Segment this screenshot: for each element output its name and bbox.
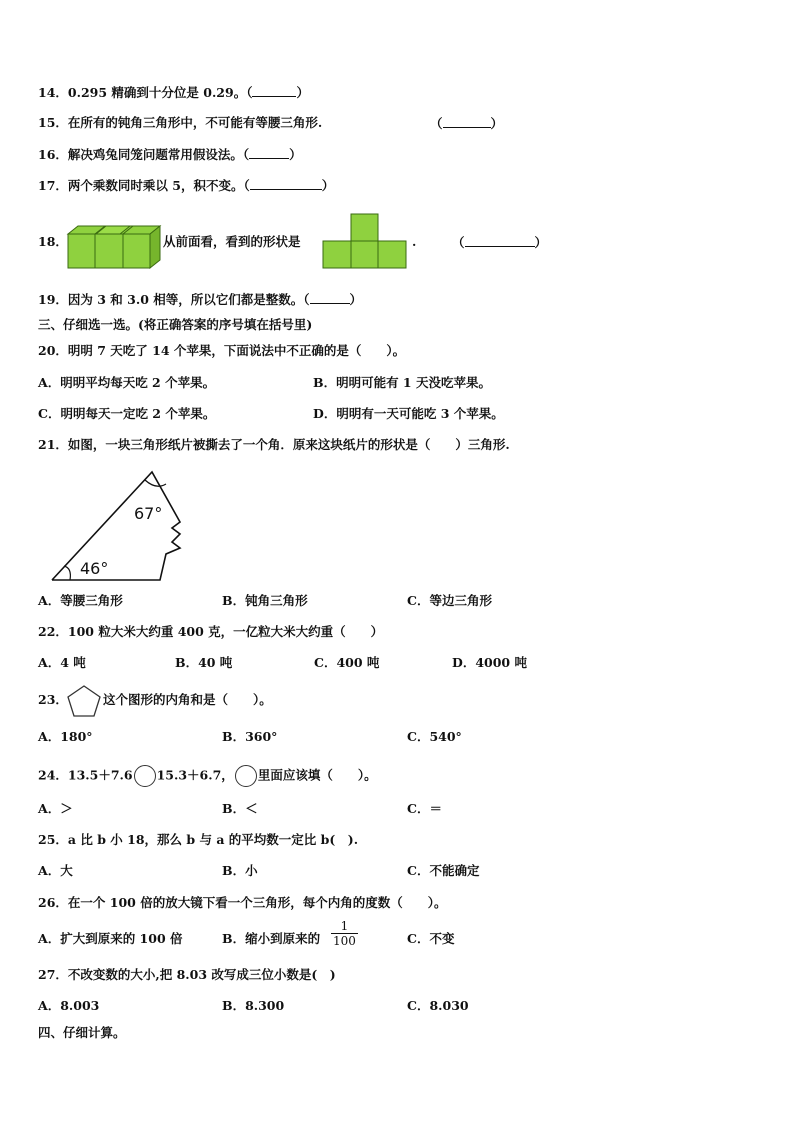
angle-arc-top — [145, 480, 166, 486]
q25-option-b[interactable]: B．小 — [222, 863, 258, 878]
question-17 — [38, 177, 334, 194]
section-3-heading: 三、仔细选一选。(将正确答案的序号填在括号里) — [38, 317, 313, 332]
triangle-outline — [52, 472, 180, 580]
q15-answer-blank[interactable] — [443, 115, 491, 128]
q18-text: 从前面看，看到的形状是 — [163, 234, 301, 249]
q24-number: 24． — [38, 767, 68, 783]
pentagon-icon — [66, 684, 102, 718]
q23-option-b[interactable]: B．360° — [222, 729, 278, 744]
q26-option-a[interactable]: A．扩大到原来的 100 倍 — [38, 931, 183, 946]
q26-fraction — [331, 919, 358, 948]
q15-text: 在所有的钝角三角形中，不可能有等腰三角形. — [67, 115, 323, 130]
question-16 — [38, 146, 302, 163]
q19-number: 19． — [38, 292, 68, 307]
cube-front-2 — [95, 234, 123, 268]
q24-option-a[interactable]: A．＞ — [38, 801, 73, 816]
fraction-denominator: 100 — [333, 934, 356, 948]
q26-stem: 26．在一个 100 倍的放大镜下看一个三角形，每个内角的度数（ ）。 — [38, 895, 447, 910]
question-19 — [38, 291, 362, 308]
q14-close: ） — [296, 85, 309, 100]
front-view-top-square — [351, 214, 378, 241]
q19-answer-blank[interactable] — [310, 291, 350, 304]
q15-open: （ — [430, 116, 443, 131]
q25-option-c[interactable]: C．不能确定 — [407, 863, 480, 878]
q22-stem: 22．100 粒大米大约重 400 克，一亿粒大米大约重（ ） — [38, 624, 384, 639]
q21-option-a[interactable]: A．等腰三角形 — [38, 593, 123, 608]
front-view-bottom-3 — [378, 241, 406, 268]
q27-option-b[interactable]: B．8.300 — [222, 998, 285, 1013]
q18-answer — [452, 234, 547, 251]
q16-close: ） — [289, 147, 302, 162]
q24-tail: 里面应该填（ ）。 — [257, 767, 377, 783]
q27-stem: 27．不改变数的大小,把 8.03 改写成三位小数是( ) — [38, 967, 336, 982]
q18-close: ） — [534, 235, 548, 250]
front-view-figure — [322, 213, 408, 269]
q23-option-a[interactable]: A．180° — [38, 729, 93, 744]
q20-stem: 20．明明 7 天吃了 14 个苹果，下面说法中不正确的是（ ）。 — [38, 343, 406, 358]
torn-triangle-figure — [48, 470, 188, 582]
q25-stem: 25．a 比 b 小 18，那么 b 与 a 的平均数一定比 b( ). — [38, 832, 359, 847]
q22-option-b[interactable]: B．40 吨 — [175, 655, 233, 670]
q18-answer-blank[interactable] — [465, 234, 535, 247]
q21-option-b[interactable]: B．钝角三角形 — [222, 593, 308, 608]
fraction-numerator: 1 — [331, 919, 358, 934]
front-view-bottom-2 — [351, 241, 378, 268]
cube-front-1 — [68, 234, 95, 268]
comparison-circle-ref — [235, 765, 257, 787]
q25-option-a[interactable]: A．大 — [38, 863, 73, 878]
q14-number: 14． — [38, 85, 68, 100]
question-14 — [38, 84, 309, 101]
q23-text: 这个图形的内角和是（ ）。 — [103, 692, 272, 707]
question-24 — [38, 765, 377, 787]
angle-arc-bottom — [64, 566, 70, 580]
q17-close: ） — [321, 178, 335, 193]
q18-number: 18． — [38, 234, 68, 249]
q17-answer-blank[interactable] — [250, 177, 322, 190]
q16-answer-blank[interactable] — [249, 146, 289, 159]
q27-option-c[interactable]: C．8.030 — [407, 998, 469, 1013]
q21-stem: 21．如图，一块三角形纸片被撕去了一个角．原来这块纸片的形状是（ ）三角形. — [38, 437, 510, 452]
q20-option-a[interactable]: A．明明平均每天吃 2 个苹果。 — [38, 375, 216, 390]
comparison-circle[interactable] — [134, 765, 156, 787]
cube-front-3 — [123, 234, 150, 268]
q24-right: 15.3＋6.7， — [156, 767, 234, 783]
q24-option-b[interactable]: B．＜ — [222, 801, 258, 816]
q14-text: 0.295 精确到十分位是 0.29。（ — [67, 85, 253, 100]
q24-left: 13.5＋7.6 — [67, 767, 133, 783]
q26-option-b[interactable]: B．缩小到原来的 — [222, 931, 321, 946]
q20-option-b[interactable]: B．明明可能有 1 天没吃苹果。 — [313, 375, 491, 390]
question-15 — [38, 115, 322, 131]
q18-open: （ — [452, 235, 465, 250]
q15-number: 15． — [38, 115, 68, 130]
q27-option-a[interactable]: A．8.003 — [38, 998, 100, 1013]
q22-option-a[interactable]: A．4 吨 — [38, 655, 86, 670]
front-view-bottom-1 — [323, 241, 351, 268]
q14-answer-blank[interactable] — [252, 84, 296, 97]
q22-option-c[interactable]: C．400 吨 — [314, 655, 380, 670]
q15-close: ） — [490, 116, 504, 131]
angle-67-label: 67° — [134, 504, 163, 523]
q18-dot: . — [412, 234, 417, 249]
q23-option-c[interactable]: C．540° — [407, 729, 462, 744]
q22-option-d[interactable]: D．4000 吨 — [452, 655, 527, 670]
q23-number: 23． — [38, 692, 68, 707]
q16-number: 16． — [38, 147, 68, 162]
q16-text: 解决鸡兔同笼问题常用假设法。（ — [67, 147, 250, 162]
q15-answer — [430, 115, 503, 132]
q21-option-c[interactable]: C．等边三角形 — [407, 593, 492, 608]
q20-option-c[interactable]: C．明明每天一定吃 2 个苹果。 — [38, 406, 216, 421]
q26-option-c[interactable]: C．不变 — [407, 931, 455, 946]
q24-option-c[interactable]: C．＝ — [407, 801, 442, 816]
q19-close: ） — [349, 292, 363, 307]
q17-number: 17． — [38, 178, 68, 193]
section-4-heading: 四、仔细计算。 — [38, 1025, 126, 1040]
q20-option-d[interactable]: D．明明有一天可能吃 3 个苹果。 — [313, 406, 504, 421]
cube-stack-figure — [66, 222, 164, 270]
q17-text: 两个乘数同时乘以 5，积不变。（ — [67, 178, 250, 193]
q19-text: 因为 3 和 3.0 相等，所以它们都是整数。（ — [67, 292, 310, 307]
cube-side-face — [150, 226, 160, 268]
angle-46-label: 46° — [80, 559, 109, 578]
